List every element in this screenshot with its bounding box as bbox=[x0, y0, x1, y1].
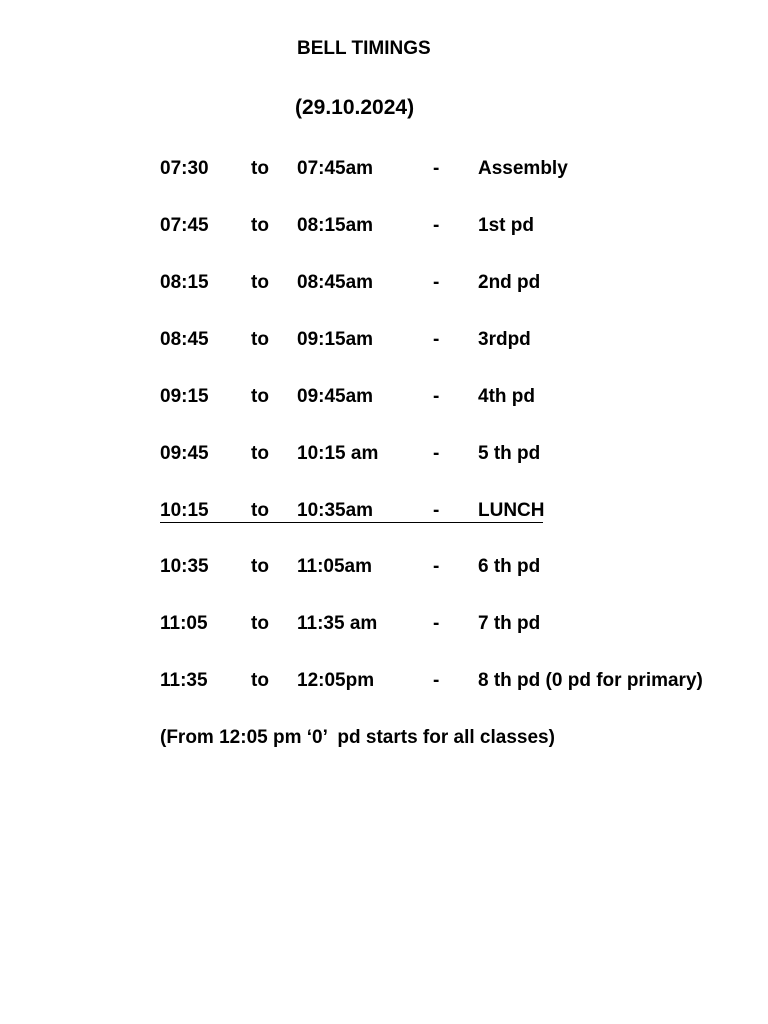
period-label: 2nd pd bbox=[478, 272, 541, 293]
start-time: 11:05 bbox=[160, 613, 208, 634]
period-label: 7 th pd bbox=[478, 613, 541, 634]
dash: - bbox=[433, 158, 440, 179]
to-word: to bbox=[251, 613, 269, 634]
page-title: BELL TIMINGS bbox=[297, 38, 431, 59]
period-label: 8 th pd (0 pd for primary) bbox=[478, 670, 703, 691]
period-label: Assembly bbox=[478, 158, 568, 179]
to-word: to bbox=[251, 443, 269, 464]
end-time: 10:15 am bbox=[297, 443, 379, 464]
to-word: to bbox=[251, 329, 269, 350]
start-time: 08:45 bbox=[160, 329, 209, 350]
to-word: to bbox=[251, 215, 269, 236]
start-time: 07:45 bbox=[160, 215, 209, 236]
dash: - bbox=[433, 386, 440, 407]
period-label: LUNCH bbox=[478, 500, 545, 521]
end-time: 07:45am bbox=[297, 158, 374, 179]
period-label: 5 th pd bbox=[478, 443, 541, 464]
to-word: to bbox=[251, 556, 269, 577]
period-label: 4th pd bbox=[478, 386, 535, 407]
start-time: 10:15 bbox=[160, 500, 209, 521]
start-time: 10:35 bbox=[160, 556, 209, 577]
dash: - bbox=[433, 613, 440, 634]
start-time: 11:35 bbox=[160, 670, 208, 691]
period-label: 3rdpd bbox=[478, 329, 531, 350]
dash: - bbox=[433, 443, 440, 464]
period-label: 1st pd bbox=[478, 215, 534, 236]
dash: - bbox=[433, 500, 440, 521]
period-label: 6 th pd bbox=[478, 556, 541, 577]
start-time: 07:30 bbox=[160, 158, 209, 179]
dash: - bbox=[433, 556, 440, 577]
end-time: 09:15am bbox=[297, 329, 374, 350]
footer-note: (From 12:05 pm ‘0’ pd starts for all classes) bbox=[160, 727, 555, 748]
dash: - bbox=[433, 670, 440, 691]
dash: - bbox=[433, 272, 440, 293]
dash: - bbox=[433, 215, 440, 236]
end-time: 11:05am bbox=[297, 556, 373, 577]
end-time: 08:15am bbox=[297, 215, 374, 236]
start-time: 08:15 bbox=[160, 272, 209, 293]
to-word: to bbox=[251, 272, 269, 293]
start-time: 09:45 bbox=[160, 443, 209, 464]
end-time: 10:35am bbox=[297, 500, 374, 521]
to-word: to bbox=[251, 670, 269, 691]
to-word: to bbox=[251, 386, 269, 407]
to-word: to bbox=[251, 158, 269, 179]
end-time: 09:45am bbox=[297, 386, 374, 407]
to-word: to bbox=[251, 500, 269, 521]
start-time: 09:15 bbox=[160, 386, 209, 407]
schedule-date: (29.10.2024) bbox=[295, 96, 415, 119]
end-time: 12:05pm bbox=[297, 670, 375, 691]
end-time: 08:45am bbox=[297, 272, 374, 293]
end-time: 11:35 am bbox=[297, 613, 378, 634]
dash: - bbox=[433, 329, 440, 350]
